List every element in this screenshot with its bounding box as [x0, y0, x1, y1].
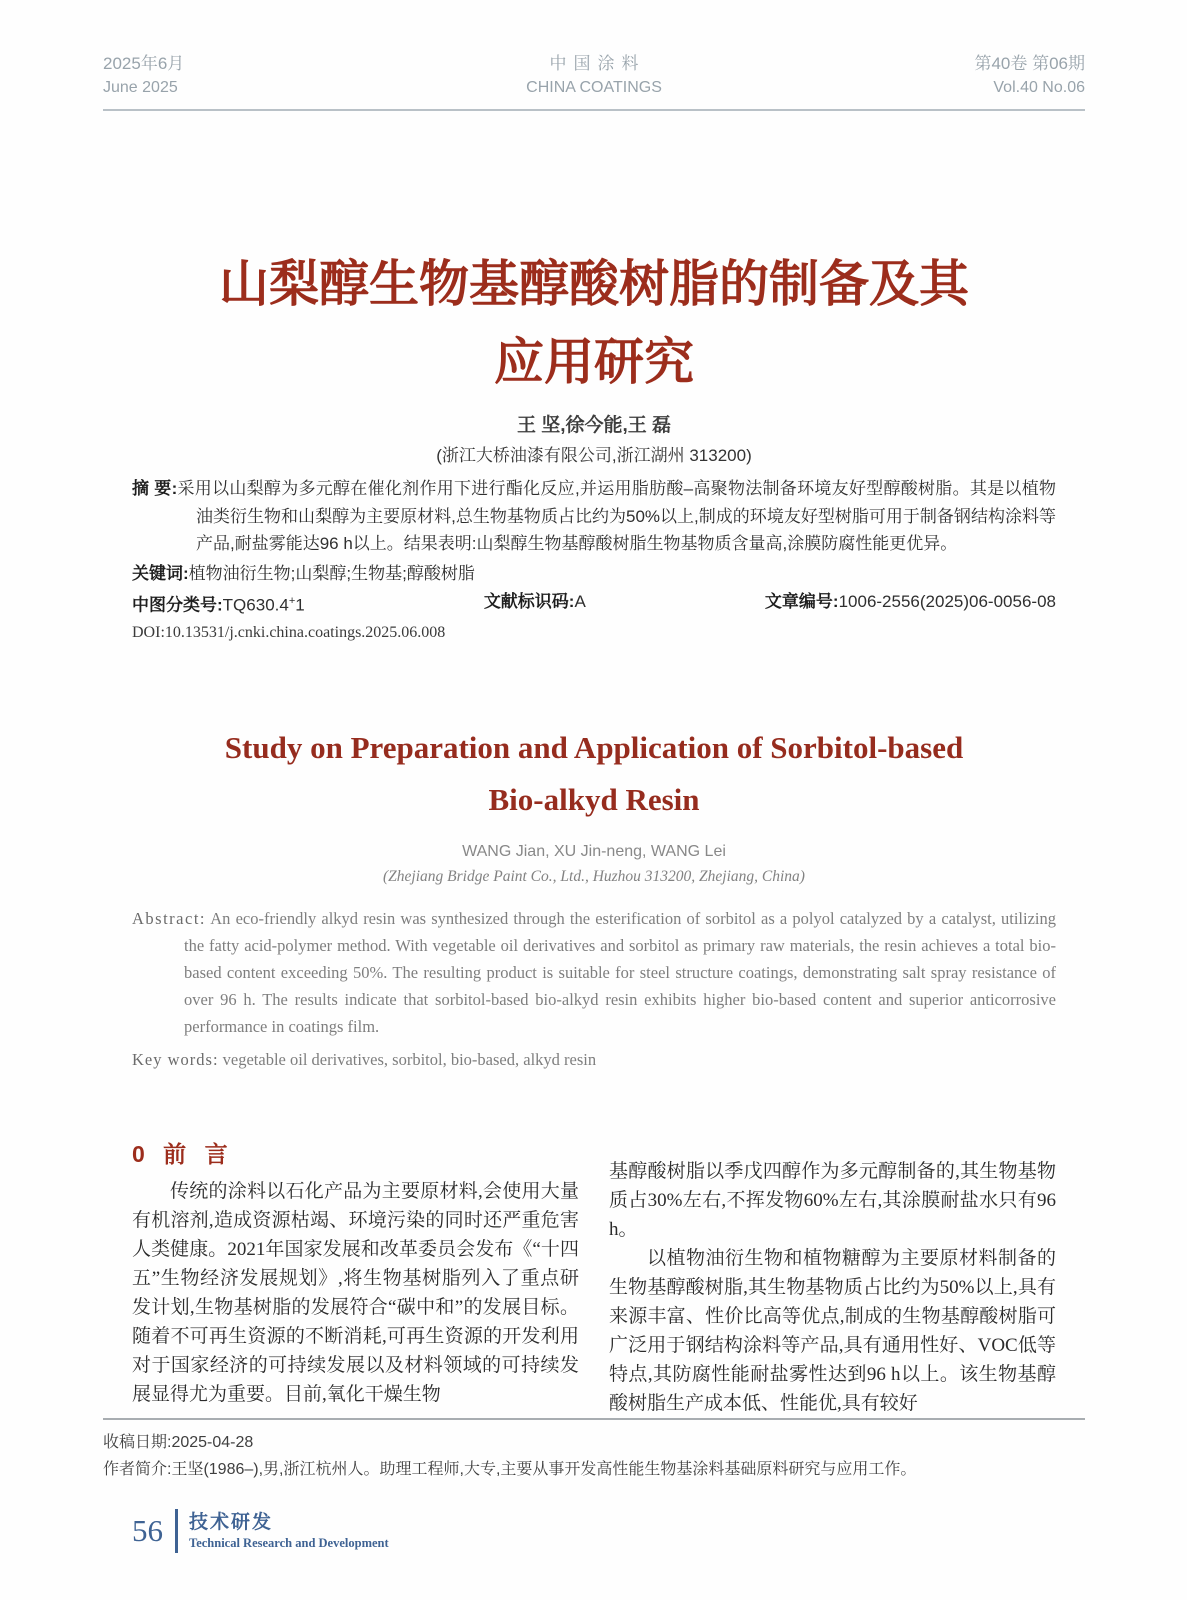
article-content	[132, 245, 1056, 1418]
keywords-text-en: vegetable oil derivatives, sorbitol, bio-based, alkyd resin	[222, 1050, 597, 1070]
title-cn-line-2: 应用研究	[494, 334, 694, 390]
header-center	[504, 52, 684, 99]
body-column-right	[609, 1139, 1056, 1418]
clc-value: TQ630.4	[222, 595, 289, 615]
abstract-label-en: Abstract:	[132, 909, 206, 929]
section-0-heading: 0 前 言	[132, 1141, 228, 1168]
title-en-line-1: Study on Preparation and Application of Sorbitol-based	[224, 730, 964, 766]
title-en-line-2: Bio-alkyd Resin	[488, 782, 700, 818]
author-bio-label: 作者简介:	[103, 1461, 172, 1479]
received-date-label: 收稿日期:	[103, 1434, 172, 1452]
header-journal-name-en: CHINA COATINGS	[526, 79, 662, 96]
footer-column-name	[189, 1511, 389, 1552]
doi: DOI:10.13531/j.cnki.china.coatings.2025.06.008	[132, 624, 446, 642]
doc-code-label: 文献标识码:	[483, 591, 575, 611]
clc-item	[132, 588, 305, 619]
header-left	[103, 52, 283, 99]
keywords-cn	[132, 560, 1056, 587]
header-date-en: June 2025	[103, 79, 178, 96]
clc-superscript: +	[288, 594, 296, 607]
footer-column-en: Technical Research and Development	[189, 1535, 389, 1550]
abstract-en	[132, 905, 1056, 1040]
body-paragraph: 以植物油衍生物和植物糖醇为主要原材料制备的生物基醇酸树脂,其生物基物质占比约为50%以上,具有来源丰富、性价比高等优点,制成的生物基醇酸树脂可广泛用于钢结构涂料等产品,具有通用性好、VOC低等特点,其防腐性能耐盐雾性达到96 h以上。该生物基醇酸树脂生产成本低、性能优,具有较好	[609, 1248, 1056, 1415]
footer-column-cn: 技术研发	[189, 1511, 274, 1533]
title-cn-line-1: 山梨醇生物基醇酸树脂的制备及其	[219, 256, 969, 312]
keywords-label-cn: 关键词:	[132, 563, 189, 583]
keywords-label-en: Key words:	[132, 1050, 219, 1070]
classification-row	[132, 588, 1056, 619]
article-id-value: 1006-2556(2025)06-0056-08	[838, 591, 1056, 611]
header-issue-en: Vol.40 No.06	[993, 79, 1085, 96]
body-paragraph: 基醇酸树脂以季戊四醇作为多元醇制备的,其生物基物质占30%左右,不挥发物60%左右,其涂膜耐盐水只有96 h。	[609, 1161, 1056, 1241]
authors-cn: 王 坚,徐今能,王 磊	[516, 415, 672, 436]
header-date-cn: 2025年6月	[103, 54, 185, 73]
article-id-label: 文章编号:	[764, 591, 839, 611]
abstract-label-cn: 摘 要:	[132, 479, 178, 498]
affiliation-en: (Zhejiang Bridge Paint Co., Ltd., Huzhou 313200, Zhejiang, China)	[383, 868, 805, 886]
affiliation-cn: (浙江大桥油漆有限公司,浙江湖州 313200)	[436, 446, 752, 465]
clc-label: 中图分类号:	[132, 595, 223, 615]
keywords-text-cn: 植物油衍生物;山梨醇;生物基;醇酸树脂	[188, 563, 475, 583]
footer-divider-bar	[175, 1509, 178, 1553]
keywords-en	[132, 1046, 1056, 1073]
author-bio-line	[103, 1456, 1085, 1483]
body-column-left	[132, 1139, 579, 1418]
page-number: 56	[132, 1513, 163, 1549]
clc-tail: 1	[295, 595, 305, 615]
received-date-value: 2025-04-28	[171, 1434, 254, 1452]
author-bio-text: 王坚(1986–),男,浙江杭州人。助理工程师,大专,主要从事开发高性能生物基涂料基础原料研究与应用工作。	[171, 1461, 917, 1479]
abstract-text-cn: 采用以山梨醇为多元醇在催化剂作用下进行酯化反应,并运用脂肪酸–高聚物法制备环境友好型醇酸树脂。其是以植物油类衍生物和山梨醇为主要原材料,总生物基物质占比约为50%以上,制成的环境友好型树脂可用于制备钢结构涂料等产品,耐盐雾能达96 h以上。结果表明:山梨醇生物基醇酸树脂生物基物质含量高,涂膜防腐性能更优异。	[177, 479, 1056, 553]
footnote-block	[103, 1418, 1085, 1483]
article-id-item	[765, 588, 1056, 619]
header-right	[905, 52, 1085, 99]
article-title-en	[132, 722, 1056, 826]
abstract-cn	[132, 475, 1056, 558]
header-issue-cn: 第40卷 第06期	[974, 54, 1085, 73]
journal-header	[103, 0, 1085, 111]
body-columns	[132, 1139, 1056, 1418]
body-paragraph: 传统的涂料以石化产品为主要原材料,会使用大量有机溶剂,造成资源枯竭、环境污染的同时还严重危害人类健康。2021年国家发展和改革委员会发布《“十四五”生物经济发展规划》,将生物基树脂列入了重点研发计划,生物基树脂的发展符合“碳中和”的发展目标。随着不可再生资源的不断消耗,可再生资源的开发利用对于国家经济的可持续发展以及材料领域的可持续发展显得尤为重要。目前,氧化干燥生物	[132, 1181, 579, 1406]
doc-code-item	[484, 588, 586, 619]
abstract-text-en: An eco-friendly alkyd resin was synthesized through the esterification of sorbitol as a polyol catalyzed by a catalyst, utilizing the fatty acid-polymer method. With vegetable oil derivatives and sorbitol as primary raw materials, the resin achieves a total bio-based content exceeding 50%. The resulting product is suitable for steel structure coatings, demonstrating salt spray resistance of over 96 h. The results indicate that sorbitol-based bio-alkyd resin exhibits higher bio-based content and superior anticorrosive performance in coatings film.	[184, 909, 1057, 1037]
header-journal-name-cn: 中国涂料	[549, 54, 646, 73]
page-footer	[132, 1509, 1085, 1553]
doc-code-value: A	[574, 591, 586, 611]
article-title-cn	[132, 245, 1056, 401]
authors-en: WANG Jian, XU Jin-neng, WANG Lei	[462, 843, 726, 861]
received-date-line	[103, 1429, 1085, 1456]
